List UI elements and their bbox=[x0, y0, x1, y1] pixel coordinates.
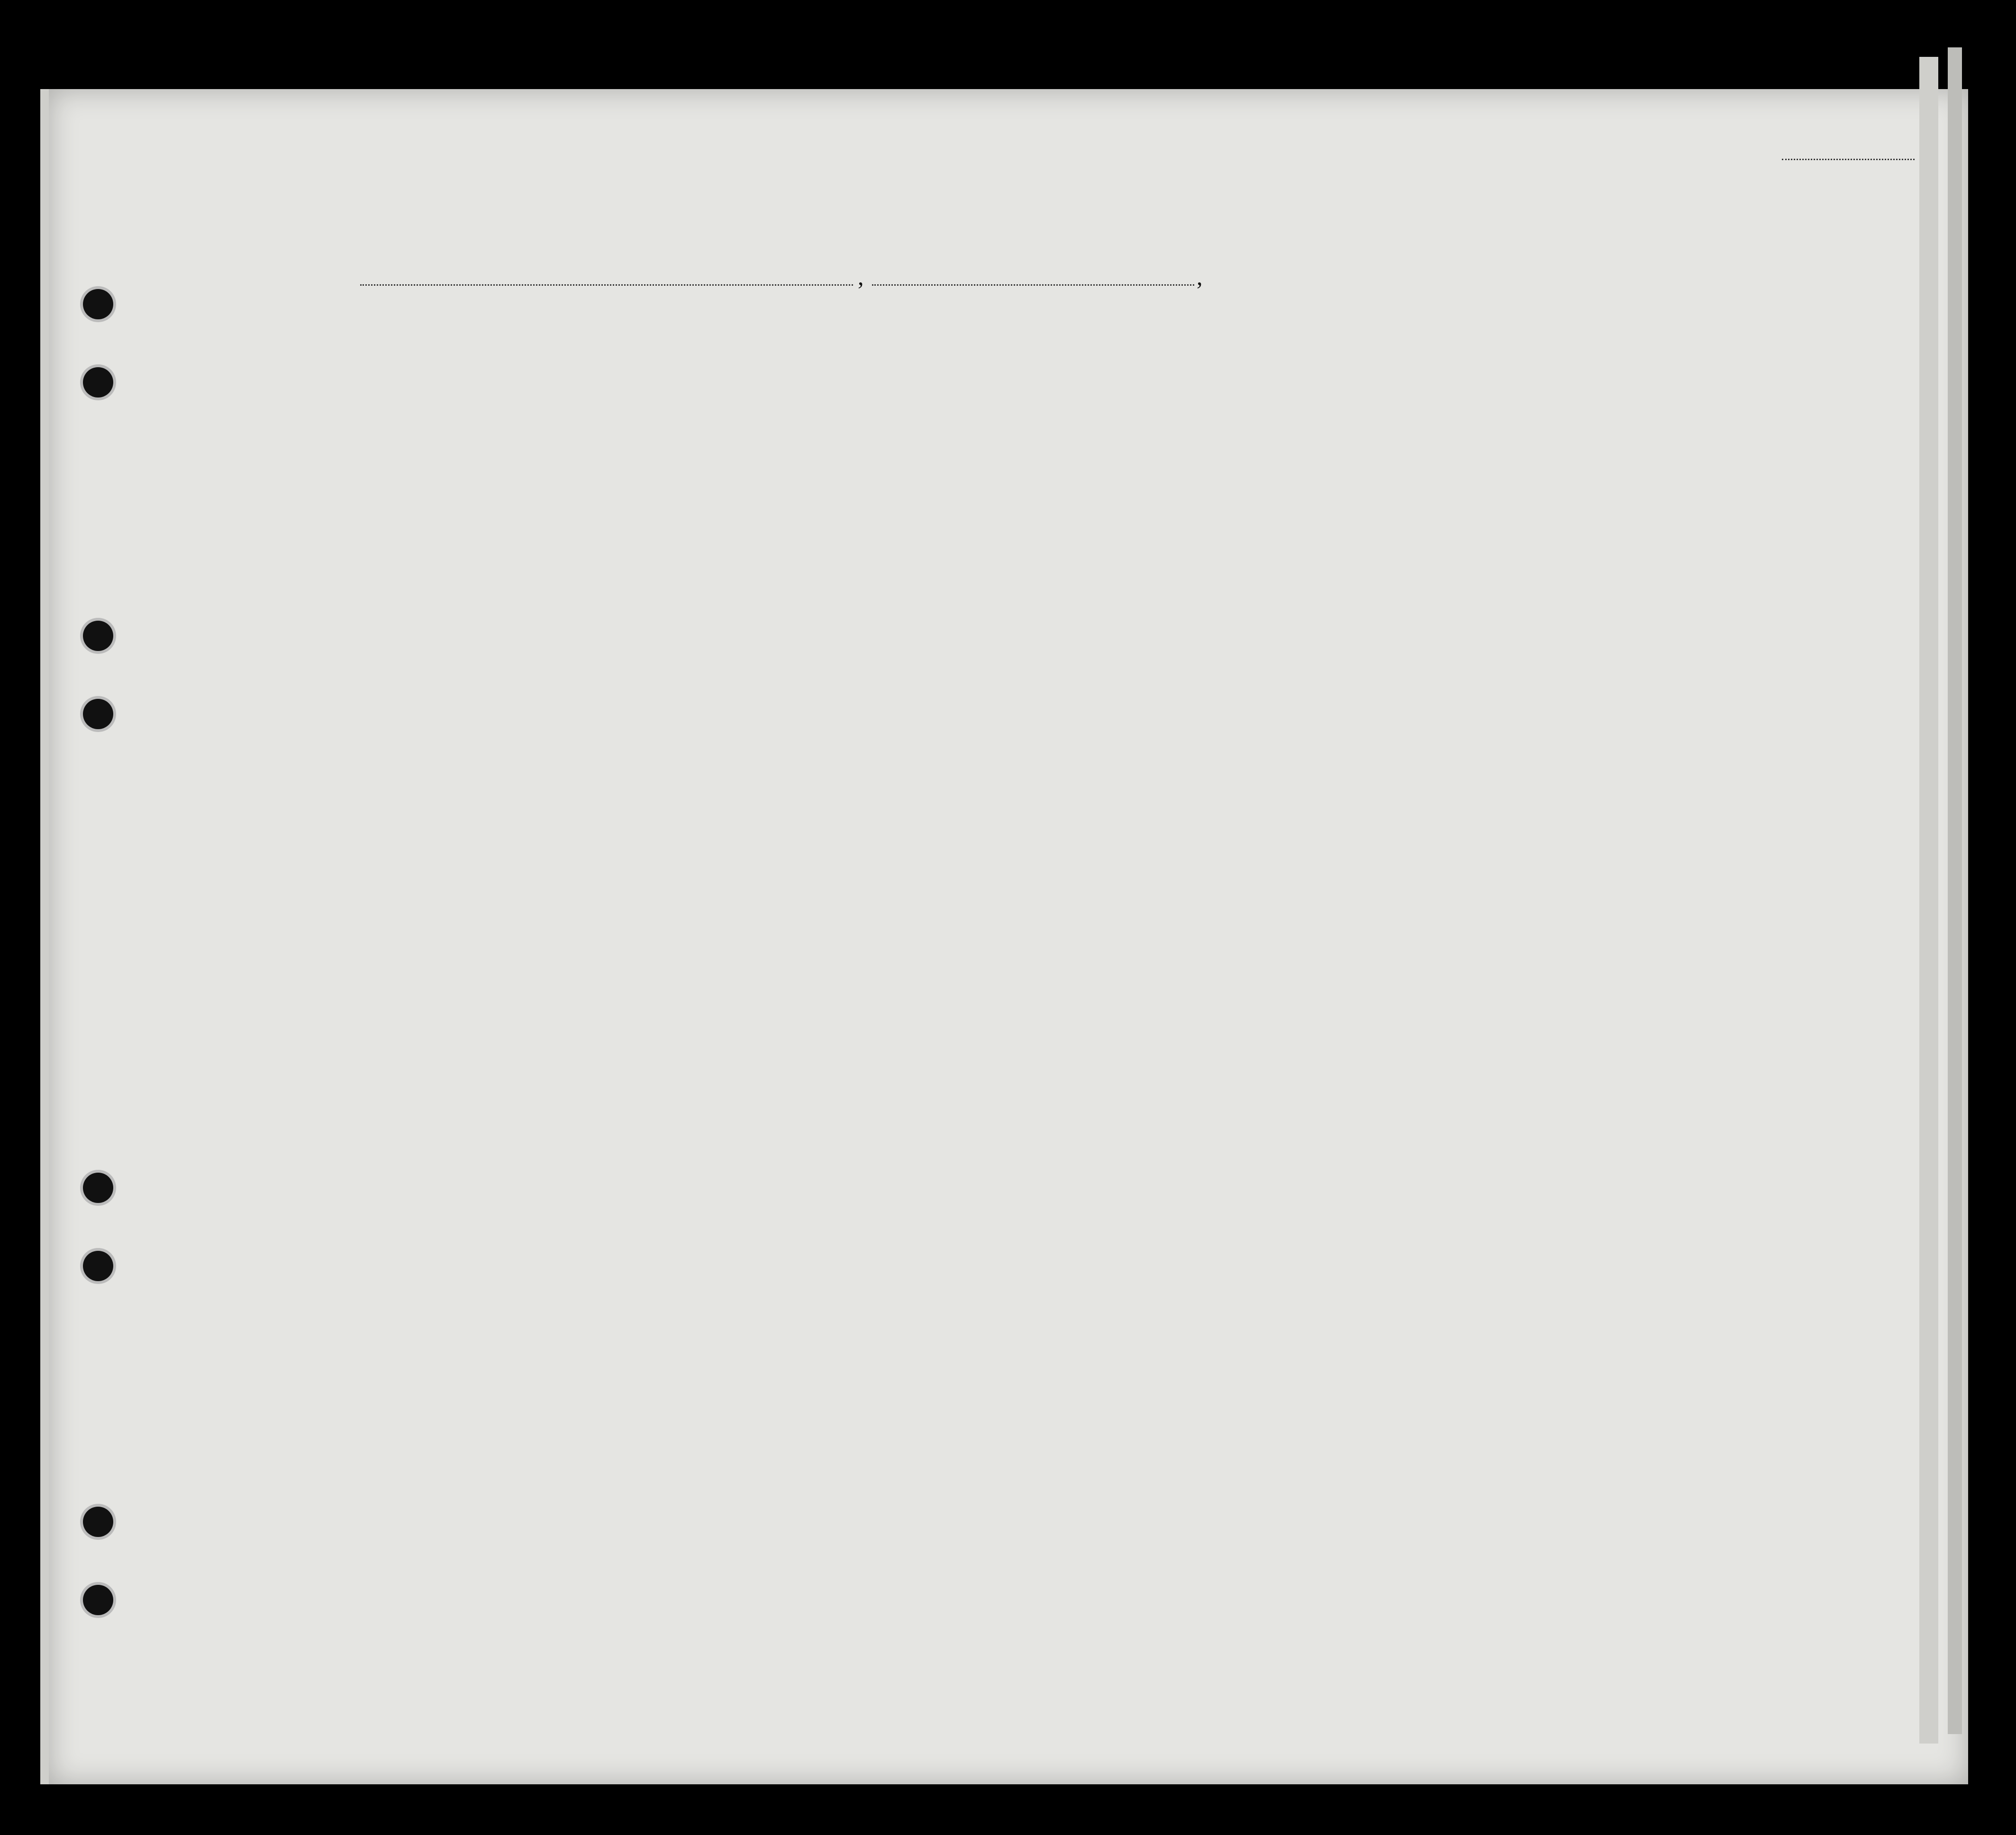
comma: , bbox=[1197, 263, 1203, 290]
header-excluded bbox=[1462, 355, 1486, 474]
header-labor-offer bbox=[1422, 355, 1460, 474]
header-arrested bbox=[1483, 355, 1507, 474]
comma: , bbox=[858, 263, 864, 290]
header-overthrow bbox=[1374, 355, 1412, 474]
